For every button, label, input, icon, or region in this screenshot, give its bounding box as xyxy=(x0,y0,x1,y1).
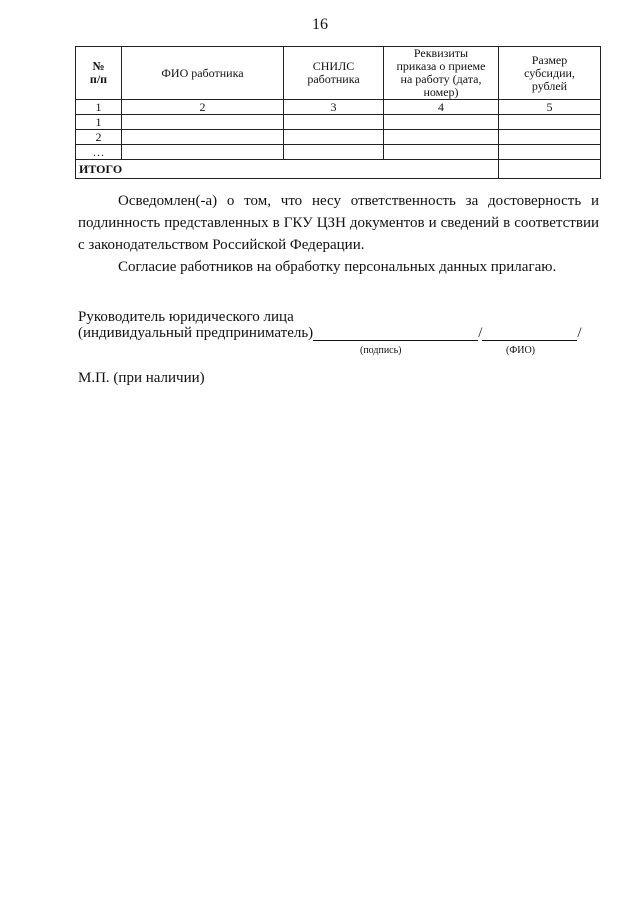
row-number: 2 xyxy=(76,130,122,145)
total-value xyxy=(499,160,601,179)
table-cell xyxy=(122,115,284,130)
signatory-title: Руководитель юридического лица xyxy=(78,309,294,325)
signature-caption: (подпись) xyxy=(360,345,402,356)
table-cell xyxy=(122,130,284,145)
separator: / xyxy=(478,325,483,341)
total-label: ИТОГО xyxy=(76,160,499,179)
fio-blank[interactable] xyxy=(482,326,577,341)
table-cell xyxy=(499,145,601,160)
table-cell xyxy=(384,115,499,130)
column-index: 2 xyxy=(122,100,284,115)
total-row xyxy=(76,160,601,179)
column-index: 1 xyxy=(76,100,122,115)
header-subsidy-amount: Размер субсидии, рублей xyxy=(499,47,601,100)
column-index-row xyxy=(76,100,601,115)
table-row xyxy=(76,130,601,145)
page-number: 16 xyxy=(312,16,328,33)
table-cell xyxy=(499,115,601,130)
consent-paragraph: Согласие работников на обработку персональных данных прилагаю. xyxy=(118,259,557,275)
header-employee-name: ФИО работника xyxy=(122,47,284,100)
row-number: … xyxy=(76,145,122,160)
column-index: 3 xyxy=(284,100,384,115)
header-number: № п/п xyxy=(76,47,122,100)
signature-captions xyxy=(78,341,603,355)
signature-block xyxy=(78,309,603,355)
row-number: 1 xyxy=(76,115,122,130)
header-snils: СНИЛС работника xyxy=(284,47,384,100)
subsidy-table xyxy=(75,46,601,179)
table-row xyxy=(76,145,601,160)
table-cell xyxy=(284,130,384,145)
fio-caption: (ФИО) xyxy=(506,345,536,356)
table-cell xyxy=(499,130,601,145)
stamp-note: М.П. (при наличии) xyxy=(78,370,205,386)
table-cell xyxy=(384,145,499,160)
table-cell xyxy=(122,145,284,160)
acknowledgment-paragraph: Осведомлен(-а) о том, что несу ответственность за достоверность и подлинность представленных в ГКУ ЦЗН документов и сведений в соответствии с законодательством Российской Федерации. xyxy=(78,193,599,253)
signature-line xyxy=(78,325,603,341)
table-header-row xyxy=(76,47,601,100)
table-row xyxy=(76,115,601,130)
separator: / xyxy=(577,325,582,341)
table-cell xyxy=(284,115,384,130)
table-cell xyxy=(384,130,499,145)
table-cell xyxy=(284,145,384,160)
header-hiring-order: Реквизиты приказа о приеме на работу (дата, номер) xyxy=(384,47,499,100)
signature-blank[interactable] xyxy=(313,326,478,341)
column-index: 5 xyxy=(499,100,601,115)
signatory-subtitle: (индивидуальный предприниматель) xyxy=(78,325,314,341)
column-index: 4 xyxy=(384,100,499,115)
